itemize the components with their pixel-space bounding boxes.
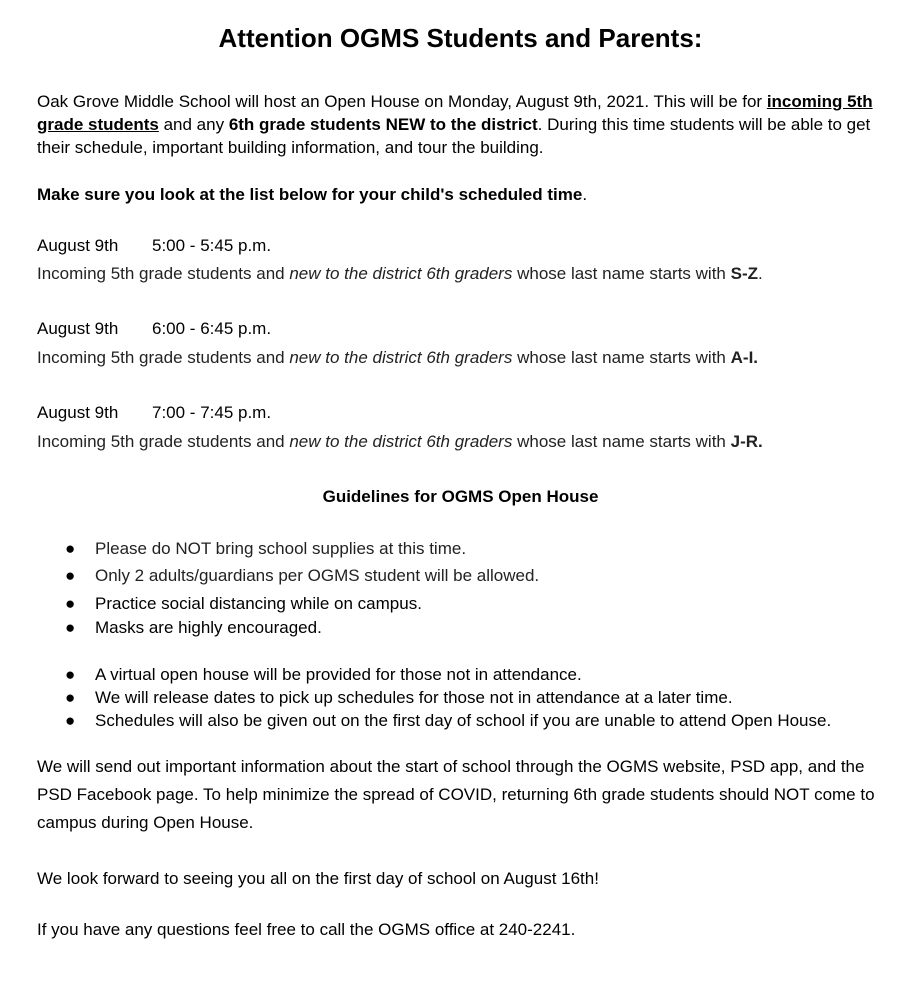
bullet-icon: ● — [65, 711, 76, 730]
slot-2-description — [37, 346, 758, 369]
slot-2-post: whose last name starts with — [512, 348, 731, 367]
slot-2-when — [37, 317, 271, 340]
guideline-text: Masks are highly encouraged. — [95, 618, 322, 637]
list-item — [0, 537, 539, 564]
list-item — [0, 592, 539, 616]
guideline-text: We will release dates to pick up schedules for those not in attendance at a later time. — [95, 688, 733, 707]
bullet-icon: ● — [65, 688, 76, 707]
slot-1-pre: Incoming 5th grade students and — [37, 264, 290, 283]
guideline-text: Schedules will also be given out on the first day of school if you are unable to attend Open House. — [95, 711, 832, 730]
guideline-text: Please do NOT bring school supplies at this time. — [95, 539, 467, 558]
intro-paragraph — [37, 90, 897, 159]
questions-text: If you have any questions feel free to call the OGMS office at 240-2241. — [37, 920, 576, 939]
schedule-note-bold: Make sure you look at the list below for your child's scheduled time — [37, 185, 583, 204]
slot-2-time: 6:00 - 6:45 p.m. — [152, 319, 272, 338]
list-item — [0, 709, 831, 732]
slot-3-post: whose last name starts with — [512, 432, 731, 451]
slot-3-italic: new to the district 6th graders — [289, 432, 513, 451]
guideline-text: Practice social distancing while on campus. — [95, 594, 422, 613]
slot-1-italic: new to the district 6th graders — [289, 264, 513, 283]
slot-1-letters: S-Z — [730, 264, 759, 283]
page-title: Attention OGMS Students and Parents: — [218, 23, 703, 53]
bullet-icon: ● — [65, 618, 76, 637]
slot-3-letters: J-R. — [730, 432, 763, 451]
guidelines-list-1 — [0, 537, 539, 639]
list-item — [0, 616, 539, 639]
slot-1-post: whose last name starts with — [512, 264, 731, 283]
slot-1-description — [37, 262, 763, 285]
bullet-icon: ● — [65, 566, 76, 585]
closing-paragraph: We will send out important information about the start of school through the OGMS website, PSD app, and the PSD Facebook page. To help minimize the spread of COVID, returning 6th grade students should NOT come to campus during Open House. — [37, 757, 875, 832]
bullet-icon: ● — [65, 539, 76, 558]
slot-1-end: . — [758, 264, 763, 283]
list-item — [0, 686, 831, 709]
intro-text-1: Oak Grove Middle School will host an Open House on Monday, August 9th, 2021. This will be for — [37, 92, 767, 111]
slot-3-pre: Incoming 5th grade students and — [37, 432, 290, 451]
slot-2-pre: Incoming 5th grade students and — [37, 348, 290, 367]
look-forward-text: We look forward to seeing you all on the first day of school on August 16th! — [37, 869, 599, 888]
slot-3-date: August 9th — [37, 403, 119, 422]
schedule-note — [37, 183, 897, 206]
intro-emphasis-incoming: incoming 5th grade students — [37, 92, 873, 134]
bullet-icon: ● — [65, 665, 76, 684]
slot-1-when — [37, 234, 271, 257]
guideline-text: Only 2 adults/guardians per OGMS student will be allowed. — [95, 566, 540, 585]
slot-3-description — [37, 430, 763, 453]
guideline-text: A virtual open house will be provided for those not in attendance. — [95, 665, 582, 684]
bullet-icon: ● — [65, 594, 76, 613]
intro-text-3: . During this time students will be able to get their schedule, important building information, and tour the building. — [37, 115, 871, 157]
slot-3-time: 7:00 - 7:45 p.m. — [152, 403, 272, 422]
slot-2-italic: new to the district 6th graders — [289, 348, 513, 367]
slot-2-date: August 9th — [37, 319, 119, 338]
slot-1-time: 5:00 - 5:45 p.m. — [152, 236, 272, 255]
slot-1-date: August 9th — [37, 236, 119, 255]
list-item — [0, 663, 831, 686]
intro-text-2: and any — [158, 115, 229, 134]
schedule-note-end: . — [582, 185, 588, 204]
slot-3-when — [37, 401, 271, 424]
list-item — [0, 564, 539, 592]
slot-2-letters: A-I. — [730, 348, 759, 367]
guidelines-heading: Guidelines for OGMS Open House — [322, 487, 599, 506]
guidelines-list-2 — [0, 663, 831, 732]
intro-emphasis-new: 6th grade students NEW to the district — [228, 115, 538, 134]
